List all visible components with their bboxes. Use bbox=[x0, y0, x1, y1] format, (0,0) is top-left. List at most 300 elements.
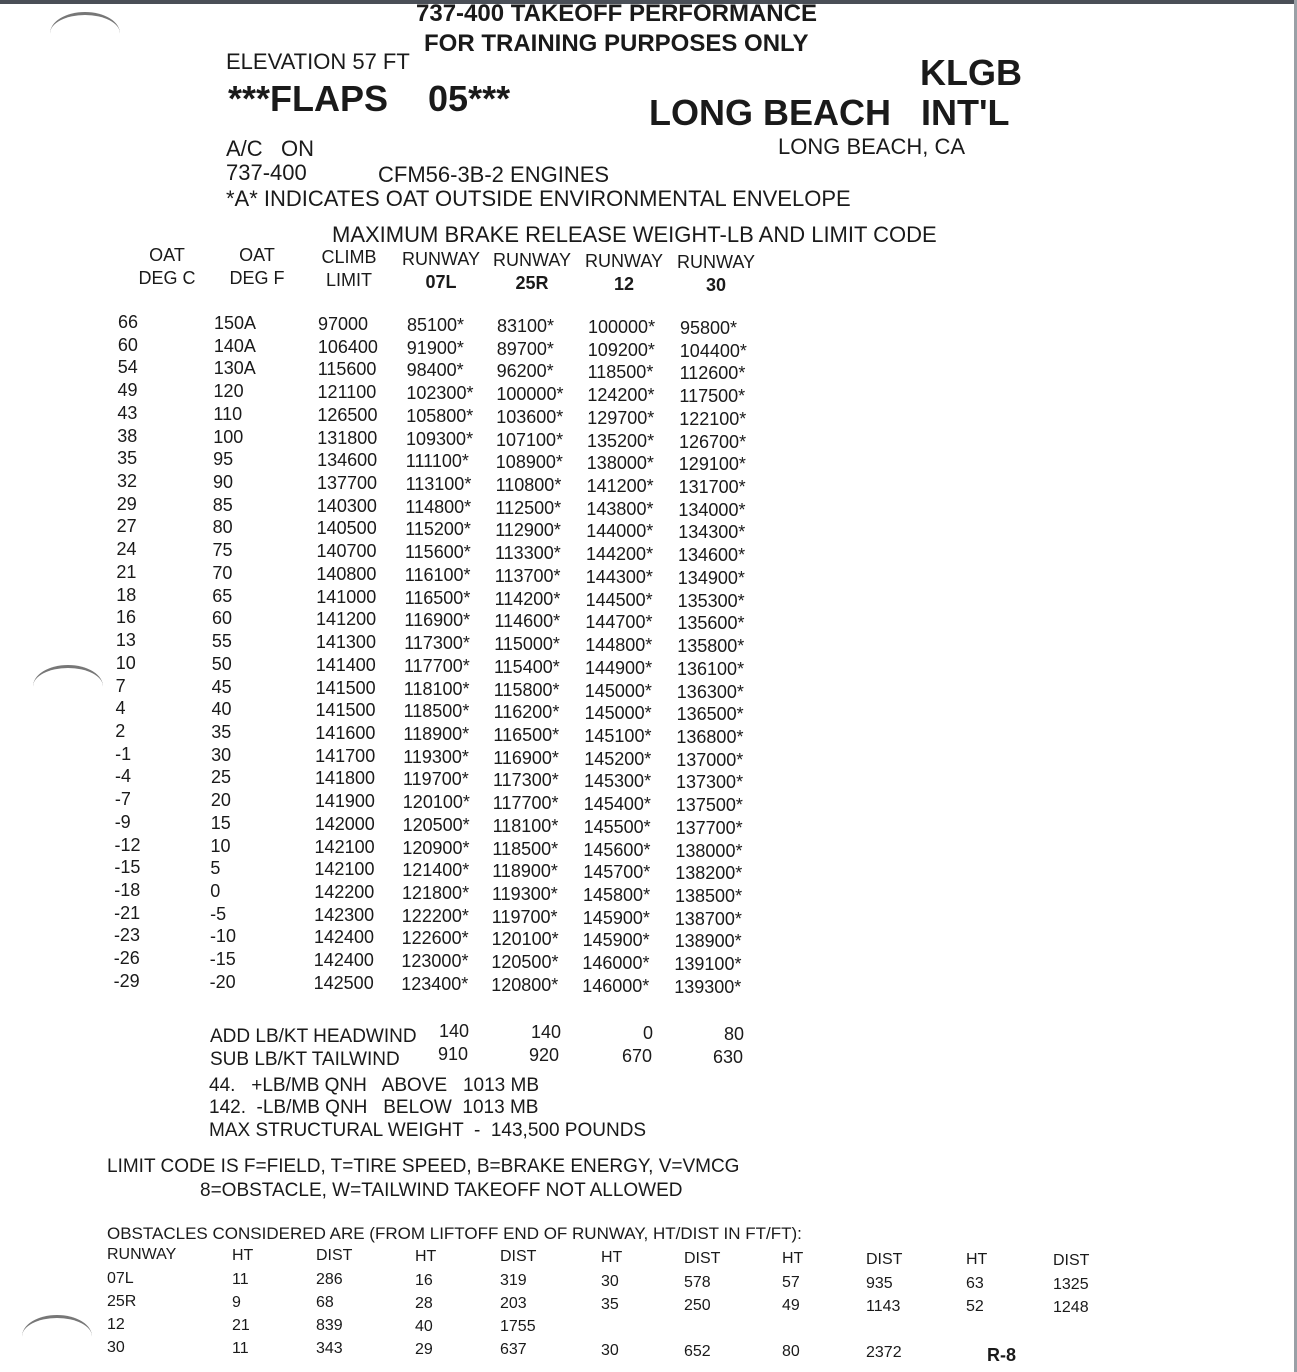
obstacles-header-10: DIST bbox=[1053, 1252, 1090, 1269]
airport-code: KLGB bbox=[920, 52, 1022, 93]
cell-oat-c: 27 bbox=[116, 516, 137, 537]
obstacles-header-7: HT bbox=[782, 1250, 804, 1268]
cell-runway-07l: 119700* bbox=[403, 769, 469, 790]
cell-oat-f: 20 bbox=[210, 790, 231, 811]
obstacles-cell: 637 bbox=[500, 1341, 527, 1359]
cell-runway-07l: 121800* bbox=[402, 883, 470, 903]
table-row bbox=[0, 857, 1297, 884]
cell-runway-25r: 112900* bbox=[495, 520, 561, 541]
cell-runway-30: 136800* bbox=[676, 726, 744, 747]
cell-runway-25r: 96200* bbox=[496, 361, 554, 382]
cell-runway-12: 145500* bbox=[583, 816, 651, 837]
cell-runway-12: 145900* bbox=[582, 907, 650, 928]
cell-runway-12: 145100* bbox=[584, 725, 652, 746]
obstacles-cell: 16 bbox=[415, 1271, 433, 1289]
cell-runway-12: 145600* bbox=[583, 839, 651, 860]
cell-runway-30: 135300* bbox=[677, 590, 745, 611]
cell-runway-12: 144200* bbox=[586, 544, 654, 565]
cell-climb-limit: 115600 bbox=[317, 359, 377, 380]
cell-oat-c: 21 bbox=[116, 561, 137, 582]
col-header-oat-f: OAT DEG F bbox=[229, 245, 285, 288]
obstacles-cell: 40 bbox=[415, 1317, 433, 1335]
cell-oat-c: 4 bbox=[115, 698, 126, 719]
obstacles-cell: 29 bbox=[415, 1340, 433, 1358]
cell-runway-07l: 122600* bbox=[401, 928, 469, 949]
cell-oat-f: -5 bbox=[210, 903, 227, 924]
cell-runway-12: 145200* bbox=[584, 748, 652, 769]
cell-runway-07l: 122200* bbox=[401, 905, 469, 926]
cell-oat-c: 10 bbox=[115, 652, 136, 673]
cell-runway-12: 135200* bbox=[587, 430, 655, 451]
cell-oat-f: -20 bbox=[209, 971, 236, 992]
table-row bbox=[0, 630, 1297, 657]
col-header-runway-07l: RUNWAY 07L bbox=[402, 249, 480, 292]
cell-runway-30: 139300* bbox=[674, 976, 742, 997]
binder-hole-top bbox=[50, 12, 120, 55]
obstacles-header-4: DIST bbox=[500, 1248, 537, 1266]
max-structural-weight: MAX STRUCTURAL WEIGHT - 143,500 POUNDS bbox=[209, 1120, 647, 1141]
cell-oat-c: 29 bbox=[116, 493, 137, 514]
obstacles-cell: 35 bbox=[601, 1296, 619, 1313]
cell-runway-12: 144300* bbox=[585, 566, 653, 587]
cell-runway-30: 135600* bbox=[677, 613, 745, 634]
cell-runway-25r: 119700* bbox=[491, 906, 558, 927]
table-row bbox=[0, 948, 1297, 975]
obstacles-header-8: DIST bbox=[866, 1250, 903, 1268]
obstacles-cell: 652 bbox=[684, 1342, 711, 1360]
cell-runway-30: 138700* bbox=[674, 908, 742, 929]
col-header-runway-30: RUNWAY 30 bbox=[677, 252, 755, 295]
cell-runway-30: 138500* bbox=[675, 886, 743, 906]
cell-oat-c: 2 bbox=[115, 720, 126, 741]
cell-runway-30: 134300* bbox=[678, 522, 746, 543]
table-row bbox=[0, 811, 1297, 838]
engine-type: CFM56-3B-2 ENGINES bbox=[378, 162, 610, 187]
cell-oat-f: -15 bbox=[209, 949, 236, 970]
obstacles-row bbox=[0, 1339, 1297, 1362]
flaps-setting: ***FLAPS 05*** bbox=[228, 78, 511, 119]
obstacles-cell: 319 bbox=[500, 1272, 527, 1290]
obstacles-header-9: HT bbox=[966, 1251, 988, 1269]
table-row bbox=[0, 720, 1297, 747]
cell-runway-30: 112600* bbox=[679, 363, 746, 384]
table-row bbox=[0, 834, 1297, 861]
cell-climb-limit: 126500 bbox=[317, 404, 378, 425]
cell-runway-07l: 111100* bbox=[405, 451, 469, 472]
cell-climb-limit: 142400 bbox=[313, 927, 375, 948]
cell-oat-c: -7 bbox=[114, 789, 131, 810]
cell-runway-07l: 98400* bbox=[406, 360, 464, 381]
obstacles-cell: 30 bbox=[601, 1342, 619, 1359]
cell-runway-12: 138000* bbox=[586, 453, 654, 474]
cell-climb-limit: 141000 bbox=[316, 586, 377, 607]
table-row bbox=[0, 789, 1297, 816]
obstacles-cell: 49 bbox=[782, 1297, 800, 1315]
headwind-07l: 140 bbox=[439, 1021, 470, 1041]
cell-runway-25r: 83100* bbox=[497, 316, 555, 336]
cell-oat-c: 18 bbox=[116, 584, 137, 605]
document-subtitle: FOR TRAINING PURPOSES ONLY bbox=[424, 30, 809, 57]
table-row bbox=[0, 380, 1297, 407]
cell-runway-25r: 118900* bbox=[492, 861, 558, 882]
cell-oat-c: 66 bbox=[118, 312, 139, 332]
table-row bbox=[0, 766, 1297, 793]
obstacles-cell: 11 bbox=[232, 1339, 249, 1357]
obstacles-cell: 57 bbox=[782, 1274, 800, 1292]
obstacles-row bbox=[0, 1316, 1297, 1339]
cell-runway-25r: 110800* bbox=[495, 475, 562, 496]
cell-oat-f: 25 bbox=[211, 767, 232, 788]
table-row bbox=[0, 561, 1297, 588]
cell-runway-30: 104400* bbox=[679, 340, 747, 361]
obstacles-cell: 30 bbox=[107, 1339, 125, 1356]
cell-runway-12: 145000* bbox=[584, 703, 652, 724]
col-header-climb-limit: CLIMB LIMIT bbox=[321, 247, 377, 290]
cell-oat-f: 5 bbox=[210, 858, 221, 879]
cell-runway-30: 129100* bbox=[678, 454, 746, 475]
cell-oat-f: 10 bbox=[210, 835, 231, 856]
obstacles-header-3: HT bbox=[415, 1247, 437, 1265]
airport-name: LONG BEACH INT'L bbox=[649, 92, 1010, 133]
cell-oat-f: 80 bbox=[212, 517, 233, 538]
cell-runway-25r: 100000* bbox=[496, 384, 564, 405]
obstacles-cell: 80 bbox=[782, 1343, 800, 1361]
cell-runway-30: 138900* bbox=[674, 931, 742, 952]
cell-climb-limit: 141700 bbox=[315, 745, 376, 766]
cell-runway-25r: 108900* bbox=[495, 452, 563, 473]
cell-runway-25r: 120100* bbox=[491, 929, 559, 950]
cell-climb-limit: 142000 bbox=[314, 813, 375, 834]
cell-runway-12: 145700* bbox=[583, 862, 651, 883]
cell-runway-30: 134600* bbox=[678, 545, 746, 566]
cell-runway-07l: 123000* bbox=[401, 951, 469, 972]
obstacles-cell: 286 bbox=[316, 1271, 343, 1289]
cell-oat-c: -21 bbox=[114, 902, 141, 923]
qnh-above: 44. +LB/MB QNH ABOVE 1013 MB bbox=[209, 1075, 540, 1096]
obstacles-cell: 28 bbox=[415, 1294, 433, 1312]
cell-oat-f: -10 bbox=[209, 926, 236, 947]
cell-runway-07l: 109300* bbox=[406, 428, 474, 449]
cell-runway-12: 145800* bbox=[583, 885, 651, 905]
limit-code-line1: LIMIT CODE IS F=FIELD, T=TIRE SPEED, B=BRAKE ENERGY, V=VMCG bbox=[107, 1156, 740, 1177]
cell-runway-30: 134900* bbox=[677, 567, 745, 588]
cell-runway-30: 122100* bbox=[679, 408, 747, 429]
cell-runway-25r: 119300* bbox=[492, 884, 558, 904]
cell-runway-25r: 118500* bbox=[492, 838, 559, 859]
cell-climb-limit: 141600 bbox=[315, 722, 376, 743]
obstacles-header-0: RUNWAY bbox=[107, 1246, 177, 1263]
cell-runway-07l: 119300* bbox=[403, 746, 469, 767]
tailwind-label: SUB LB/KT TAILWIND bbox=[210, 1049, 400, 1070]
cell-oat-c: 7 bbox=[115, 675, 126, 696]
cell-oat-c: 13 bbox=[115, 630, 136, 651]
cell-runway-30: 136100* bbox=[677, 658, 745, 679]
table-row bbox=[0, 607, 1297, 634]
cell-oat-c: -4 bbox=[115, 766, 132, 787]
tailwind-12: 670 bbox=[622, 1046, 653, 1066]
cell-climb-limit: 140500 bbox=[316, 518, 377, 539]
cell-runway-07l: 120900* bbox=[402, 837, 470, 858]
cell-runway-07l: 117300* bbox=[404, 633, 470, 654]
cell-climb-limit: 142100 bbox=[314, 859, 375, 880]
obstacles-cell: 21 bbox=[232, 1316, 250, 1334]
cell-oat-f: 50 bbox=[211, 653, 232, 674]
cell-runway-30: 135800* bbox=[677, 636, 745, 657]
cell-climb-limit: 141500 bbox=[315, 700, 376, 721]
table-row bbox=[0, 448, 1297, 475]
cell-climb-limit: 97000 bbox=[318, 314, 369, 334]
cell-oat-f: 100 bbox=[213, 426, 244, 447]
cell-runway-30: 131700* bbox=[678, 477, 746, 498]
table-row bbox=[0, 357, 1297, 384]
table-row bbox=[0, 880, 1297, 906]
cell-oat-c: -15 bbox=[114, 857, 141, 878]
obstacles-header-5: HT bbox=[601, 1249, 623, 1266]
cell-runway-25r: 114600* bbox=[494, 611, 561, 632]
obstacles-cell: 203 bbox=[500, 1295, 527, 1313]
cell-runway-12: 129700* bbox=[587, 407, 655, 428]
qnh-below: 142. -LB/MB QNH BELOW 1013 MB bbox=[209, 1097, 539, 1118]
table-row bbox=[0, 471, 1297, 498]
table-caption: MAXIMUM BRAKE RELEASE WEIGHT-LB AND LIMIT CODE bbox=[332, 222, 937, 247]
cell-runway-07l: 85100* bbox=[407, 315, 465, 335]
cell-climb-limit: 140300 bbox=[316, 495, 377, 516]
cell-runway-25r: 115800* bbox=[493, 679, 560, 700]
cell-runway-07l: 91900* bbox=[406, 337, 464, 358]
obstacles-cell: 343 bbox=[316, 1340, 343, 1358]
cell-climb-limit: 142400 bbox=[313, 950, 374, 971]
obstacles-cell: 1755 bbox=[500, 1318, 536, 1336]
cell-runway-30: 137000* bbox=[676, 749, 744, 770]
cell-runway-12: 145400* bbox=[583, 794, 651, 815]
cell-runway-12: 145000* bbox=[584, 680, 652, 701]
cell-runway-12: 144000* bbox=[586, 521, 654, 542]
cell-climb-limit: 141200 bbox=[316, 609, 377, 630]
table-row bbox=[0, 675, 1297, 702]
obstacles-cell: 839 bbox=[316, 1317, 343, 1335]
cell-climb-limit: 141900 bbox=[314, 791, 375, 812]
cell-runway-25r: 112500* bbox=[495, 497, 562, 518]
obstacles-header-row bbox=[0, 1246, 1297, 1269]
cell-runway-25r: 116500* bbox=[493, 724, 560, 745]
cell-oat-c: 60 bbox=[117, 334, 138, 355]
cell-oat-c: 24 bbox=[116, 539, 137, 560]
cell-oat-c: -23 bbox=[113, 925, 140, 946]
obstacles-cell: 52 bbox=[966, 1298, 984, 1316]
cell-climb-limit: 141300 bbox=[315, 632, 376, 653]
table-row bbox=[0, 312, 1297, 338]
cell-oat-f: 120 bbox=[213, 381, 244, 402]
cell-runway-25r: 115000* bbox=[494, 634, 560, 655]
air-conditioning: A/C ON bbox=[226, 136, 315, 161]
cell-runway-30: 137700* bbox=[675, 817, 743, 838]
cell-runway-12: 100000* bbox=[588, 317, 656, 337]
obstacles-cell: 2372 bbox=[866, 1343, 902, 1361]
cell-oat-c: -26 bbox=[113, 948, 140, 969]
cell-runway-30: 139100* bbox=[674, 954, 742, 975]
headwind-12: 0 bbox=[643, 1023, 654, 1043]
cell-runway-07l: 116900* bbox=[404, 610, 471, 631]
cell-runway-12: 143800* bbox=[586, 498, 654, 519]
obstacles-cell: 07L bbox=[107, 1270, 134, 1287]
table-row bbox=[0, 516, 1297, 543]
tailwind-07l: 910 bbox=[438, 1044, 469, 1064]
cell-oat-c: 54 bbox=[117, 357, 138, 378]
obstacles-row bbox=[0, 1293, 1297, 1316]
table-row bbox=[0, 425, 1297, 452]
obstacles-cell: 578 bbox=[684, 1273, 711, 1291]
cell-oat-f: 30 bbox=[211, 744, 232, 765]
table-row bbox=[0, 539, 1297, 566]
obstacles-cell: 250 bbox=[684, 1296, 711, 1314]
table-row bbox=[0, 698, 1297, 725]
table-row bbox=[0, 925, 1297, 952]
col-header-runway-25r: RUNWAY 25R bbox=[493, 250, 571, 293]
cell-oat-f: 45 bbox=[211, 676, 232, 697]
obstacles-caption: OBSTACLES CONSIDERED ARE (FROM LIFTOFF END OF RUNWAY, HT/DIST IN FT/FT): bbox=[107, 1224, 802, 1243]
cell-runway-07l: 102300* bbox=[406, 383, 474, 404]
cell-runway-07l: 113100* bbox=[405, 474, 472, 495]
cell-runway-12: 144500* bbox=[585, 589, 653, 610]
cell-runway-07l: 105800* bbox=[406, 405, 474, 426]
cell-oat-c: -9 bbox=[114, 811, 131, 832]
cell-climb-limit: 141400 bbox=[315, 654, 376, 675]
cell-runway-30: 95800* bbox=[680, 318, 738, 338]
cell-runway-07l: 115200* bbox=[405, 519, 471, 540]
cell-runway-25r: 117700* bbox=[492, 793, 559, 814]
table-row bbox=[0, 743, 1297, 770]
cell-oat-c: 38 bbox=[117, 425, 138, 446]
cell-runway-12: 145300* bbox=[584, 771, 652, 792]
obstacles-header-1: HT bbox=[232, 1246, 254, 1264]
obstacles-cell: 1143 bbox=[866, 1297, 901, 1315]
cell-oat-c: -29 bbox=[113, 970, 140, 991]
cell-runway-25r: 89700* bbox=[496, 338, 554, 359]
cell-oat-c: 35 bbox=[117, 448, 138, 469]
cell-oat-c: -1 bbox=[115, 743, 132, 764]
cell-runway-12: 124200* bbox=[587, 385, 655, 406]
cell-runway-12: 144800* bbox=[585, 635, 653, 656]
cell-runway-12: 146000* bbox=[582, 975, 650, 996]
obstacles-cell: 30 bbox=[601, 1273, 619, 1290]
cell-climb-limit: 142100 bbox=[314, 836, 375, 857]
cell-runway-12: 141200* bbox=[586, 476, 654, 497]
cell-runway-25r: 103600* bbox=[496, 406, 564, 427]
cell-oat-f: 55 bbox=[211, 631, 232, 652]
obstacles-cell: 1325 bbox=[1053, 1276, 1089, 1293]
cell-runway-12: 144700* bbox=[585, 612, 653, 633]
cell-runway-30: 117500* bbox=[679, 386, 746, 407]
headwind-25r: 140 bbox=[531, 1022, 562, 1042]
envelope-note: *A* INDICATES OAT OUTSIDE ENVIRONMENTAL ENVELOPE bbox=[226, 186, 851, 211]
cell-oat-c: 43 bbox=[117, 402, 138, 423]
cell-runway-07l: 120500* bbox=[402, 814, 470, 835]
cell-runway-12: 118500* bbox=[587, 362, 654, 383]
cell-runway-07l: 117700* bbox=[404, 655, 470, 676]
cell-oat-f: 40 bbox=[211, 699, 232, 720]
obstacles-cell: 935 bbox=[866, 1274, 893, 1292]
page-code: R-8 bbox=[987, 1345, 1017, 1365]
cell-oat-f: 35 bbox=[211, 721, 232, 742]
cell-climb-limit: 106400 bbox=[317, 336, 378, 357]
obstacles-cell: 25R bbox=[107, 1293, 137, 1310]
cell-runway-25r: 113700* bbox=[494, 565, 561, 586]
obstacles-cell: 11 bbox=[232, 1270, 249, 1288]
cell-runway-30: 138000* bbox=[675, 840, 743, 861]
cell-runway-07l: 116500* bbox=[404, 587, 471, 608]
cell-runway-25r: 114200* bbox=[494, 588, 561, 609]
cell-climb-limit: 121100 bbox=[317, 382, 377, 403]
cell-climb-limit: 141500 bbox=[315, 677, 376, 698]
obstacles-cell: 9 bbox=[232, 1293, 241, 1311]
cell-oat-f: 15 bbox=[210, 812, 231, 833]
obstacles-cell: 12 bbox=[107, 1316, 125, 1333]
cell-climb-limit: 141800 bbox=[315, 768, 376, 789]
cell-oat-f: 110 bbox=[213, 403, 243, 424]
cell-runway-30: 126700* bbox=[679, 431, 747, 452]
table-row bbox=[0, 652, 1297, 679]
cell-runway-30: 137500* bbox=[675, 795, 743, 816]
table-row bbox=[0, 334, 1297, 361]
cell-runway-30: 137300* bbox=[676, 772, 744, 793]
cell-runway-30: 136500* bbox=[676, 704, 744, 725]
cell-runway-30: 138200* bbox=[675, 863, 743, 884]
cell-runway-07l: 115600* bbox=[405, 542, 471, 563]
cell-runway-07l: 121400* bbox=[402, 860, 470, 881]
cell-oat-f: 140A bbox=[213, 335, 256, 356]
cell-runway-07l: 116100* bbox=[404, 564, 471, 585]
cell-climb-limit: 131800 bbox=[317, 427, 378, 448]
airport-city: LONG BEACH, CA bbox=[778, 134, 966, 159]
table-row bbox=[0, 902, 1297, 929]
table-row bbox=[0, 584, 1297, 611]
cell-climb-limit: 142500 bbox=[313, 972, 374, 993]
cell-runway-07l: 120100* bbox=[402, 792, 470, 813]
cell-runway-07l: 118100* bbox=[403, 678, 470, 699]
obstacles-header-2: DIST bbox=[316, 1247, 353, 1265]
cell-oat-f: 95 bbox=[213, 449, 234, 470]
cell-runway-07l: 114800* bbox=[405, 496, 472, 517]
cell-runway-25r: 113300* bbox=[495, 543, 561, 564]
cell-oat-f: 90 bbox=[212, 472, 233, 493]
cell-oat-f: 75 bbox=[212, 540, 233, 561]
cell-oat-c: -18 bbox=[114, 880, 141, 900]
cell-oat-c: 49 bbox=[117, 380, 138, 401]
obstacles-cell: 68 bbox=[316, 1294, 334, 1312]
cell-oat-c: 32 bbox=[116, 471, 137, 492]
cell-oat-f: 0 bbox=[210, 881, 221, 901]
cell-runway-25r: 118100* bbox=[492, 815, 559, 836]
cell-oat-f: 85 bbox=[212, 494, 233, 515]
table-row bbox=[0, 970, 1297, 997]
cell-oat-c: 16 bbox=[116, 607, 137, 628]
aircraft-type: 737-400 bbox=[226, 160, 307, 185]
obstacles-cell: 63 bbox=[966, 1275, 984, 1293]
cell-runway-12: 145900* bbox=[582, 930, 650, 951]
cell-oat-f: 70 bbox=[212, 562, 233, 583]
cell-runway-25r: 107100* bbox=[496, 429, 564, 450]
cell-runway-12: 144900* bbox=[585, 657, 653, 678]
headwind-30: 80 bbox=[724, 1024, 745, 1044]
cell-runway-25r: 117300* bbox=[493, 770, 559, 791]
cell-oat-c: -12 bbox=[114, 834, 141, 855]
cell-oat-f: 60 bbox=[212, 608, 233, 629]
cell-climb-limit: 142300 bbox=[314, 904, 375, 925]
document-title: 737-400 TAKEOFF PERFORMANCE bbox=[416, 0, 817, 27]
tailwind-25r: 920 bbox=[529, 1045, 560, 1065]
limit-code-line2: 8=OBSTACLE, W=TAILWIND TAKEOFF NOT ALLOWED bbox=[200, 1180, 683, 1201]
cell-oat-f: 65 bbox=[212, 585, 233, 606]
